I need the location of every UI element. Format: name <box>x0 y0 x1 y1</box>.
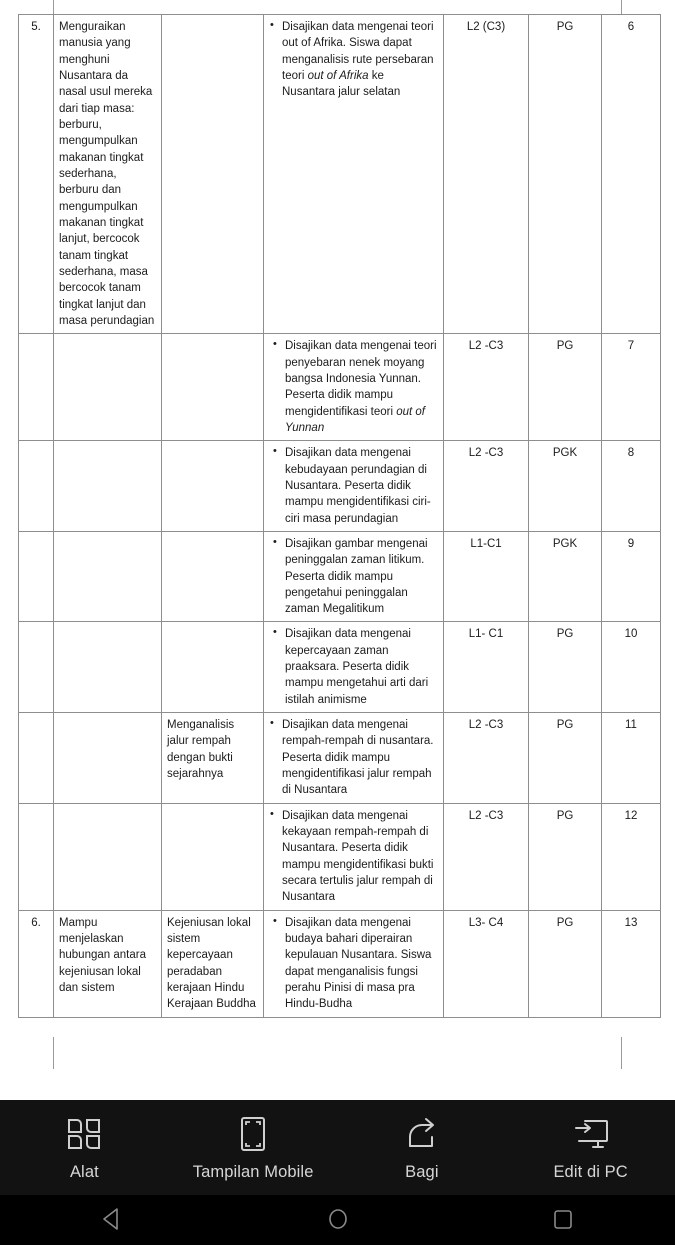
toolbar-label-tampilan-mobile: Tampilan Mobile <box>192 1162 314 1181</box>
cell-kompetensi <box>54 531 162 622</box>
cell-level: L1-C1 <box>444 531 529 622</box>
bottom-toolbar <box>0 1100 675 1195</box>
nav-recents-button[interactable] <box>523 1195 603 1245</box>
indikator-text-pre: Disajikan data mengenai budaya bahari diperairan kepulauan Nusantara. Siswa dapat menganalisis fungsi perahu Pinisi di masa pra Hindu-Budha <box>285 916 432 1011</box>
cell-bentuk-soal: PG <box>529 622 602 713</box>
cell-bentuk-soal: PG <box>529 334 602 441</box>
indikator-list <box>269 808 438 906</box>
table-row <box>19 803 661 910</box>
cell-nomor-soal: 6 <box>602 15 661 334</box>
indikator-list <box>269 717 438 799</box>
table-row <box>19 713 661 804</box>
list-item <box>269 717 438 799</box>
toolbar-item-bagi[interactable] <box>338 1100 507 1195</box>
indikator-text-pre: Disajikan data mengenai teori penyebaran nenek moyang bangsa Indonesia Yunnan. Peserta didik mampu mengidentifikasi teori <box>285 340 437 418</box>
share-icon <box>402 1114 442 1154</box>
nav-home-button[interactable] <box>298 1195 378 1245</box>
margin-guide-top-right <box>621 0 622 14</box>
cell-no: 6. <box>19 910 54 1017</box>
cell-nomor-soal: 13 <box>602 910 661 1017</box>
cell-level: L3- C4 <box>444 910 529 1017</box>
toolbar-item-edit-di-pc[interactable] <box>506 1100 675 1195</box>
home-circle-icon <box>323 1203 353 1238</box>
back-triangle-icon <box>98 1203 128 1238</box>
cell-materi: Kejeniusan lokal sistem kepercayaan peradaban kerajaan Hindu Kerajaan Buddha <box>162 910 264 1017</box>
table-row <box>19 15 661 334</box>
edit-on-pc-icon <box>571 1114 611 1154</box>
toolbar-label-alat: Alat <box>69 1162 99 1181</box>
list-item <box>269 338 438 436</box>
cell-nomor-soal: 7 <box>602 334 661 441</box>
cell-nomor-soal: 11 <box>602 713 661 804</box>
cell-bentuk-soal: PGK <box>529 531 602 622</box>
cell-bentuk-soal: PG <box>529 713 602 804</box>
margin-guide-bottom-left <box>53 1037 54 1069</box>
cell-no <box>19 622 54 713</box>
cell-indikator <box>264 334 444 441</box>
cell-level: L2 -C3 <box>444 713 529 804</box>
list-item <box>269 445 438 527</box>
cell-kompetensi: Mampu menjelaskan hubungan antara kejeniusan lokal dan sistem <box>54 910 162 1017</box>
cell-nomor-soal: 9 <box>602 531 661 622</box>
cell-indikator <box>264 622 444 713</box>
nav-back-button[interactable] <box>73 1195 153 1245</box>
list-item <box>269 915 438 1013</box>
indikator-text-pre: Disajikan data mengenai kepercayaan zaman praaksara. Peserta didik mampu mengetahui arti dari istilah animisme <box>285 628 429 706</box>
cell-no <box>19 531 54 622</box>
table-row <box>19 910 661 1017</box>
cell-indikator <box>264 910 444 1017</box>
table-body <box>19 15 661 1018</box>
cell-materi <box>162 622 264 713</box>
recents-square-icon <box>548 1203 578 1238</box>
cell-kompetensi <box>54 803 162 910</box>
cell-nomor-soal: 12 <box>602 803 661 910</box>
android-navigation-bar <box>0 1195 675 1245</box>
cell-bentuk-soal: PG <box>529 803 602 910</box>
cell-no: 5. <box>19 15 54 334</box>
cell-kompetensi <box>54 713 162 804</box>
table-row <box>19 531 661 622</box>
cell-nomor-soal: 10 <box>602 622 661 713</box>
list-item <box>269 19 438 101</box>
toolbar-item-alat[interactable] <box>0 1100 169 1195</box>
kisi-kisi-table <box>18 14 661 1018</box>
toolbar-label-edit-di-pc: Edit di PC <box>553 1162 628 1181</box>
indikator-text-post: ke Nusantara jalur selatan <box>282 69 401 99</box>
indikator-text-pre: Disajikan data mengenai kekayaan rempah-rempah di Nusantara. Peserta didik mampu mengidentifikasi bukti secara tertulis jalur rempah di Nusantara <box>282 809 434 904</box>
indikator-text-italic: out of Yunnan <box>285 405 426 434</box>
cell-materi: Menganalisis jalur rempah dengan bukti sejarahnya <box>162 713 264 804</box>
table-row <box>19 441 661 532</box>
cell-level: L1- C1 <box>444 622 529 713</box>
cell-no <box>19 441 54 532</box>
list-item <box>269 626 438 708</box>
cell-indikator <box>264 441 444 532</box>
cell-kompetensi <box>54 441 162 532</box>
indikator-list <box>269 445 438 527</box>
cell-level: L2 -C3 <box>444 441 529 532</box>
margin-guide-top-left <box>53 0 54 14</box>
list-item <box>269 536 438 618</box>
cell-no <box>19 334 54 441</box>
table-row <box>19 622 661 713</box>
cell-kompetensi: Menguraikan manusia yang menghuni Nusantara da nasal usul mereka dari tiap masa: berburu, mengumpulkan makanan tingkat sederhana, berburu dan mengumpulkan makanan tingkat lanjut, bercocok tanam tingkat sederhana, masa bercocok tanam tingkat lanjut dan masa perundagian <box>54 15 162 334</box>
cell-indikator <box>264 15 444 334</box>
cell-level: L2 (C3) <box>444 15 529 334</box>
cell-indikator <box>264 803 444 910</box>
indikator-text-italic: out of Afrika <box>307 69 369 82</box>
cell-kompetensi <box>54 334 162 441</box>
indikator-text-pre: Disajikan data mengenai kebudayaan perundagian di Nusantara. Peserta didik mampu mengidentifikasi ciri-ciri masa perundagian <box>285 447 431 525</box>
cell-materi <box>162 15 264 334</box>
cell-bentuk-soal: PG <box>529 910 602 1017</box>
indikator-list <box>269 19 438 101</box>
indikator-text-pre: Disajikan gambar mengenai peninggalan zaman litikum. Peserta didik mampu pengetahui peninggalan zaman Megalitikum <box>285 537 428 616</box>
cell-materi <box>162 803 264 910</box>
cell-level: L2 -C3 <box>444 334 529 441</box>
cell-no <box>19 803 54 910</box>
indikator-list <box>269 338 438 436</box>
cell-nomor-soal: 8 <box>602 441 661 532</box>
indikator-text-pre: Disajikan data mengenai teori out of Afrika. Siswa dapat menganalisis rute persebaran teori <box>282 21 434 82</box>
apps-grid-icon <box>64 1114 104 1154</box>
cell-bentuk-soal: PGK <box>529 441 602 532</box>
table-row <box>19 334 661 441</box>
list-item <box>269 808 438 906</box>
cell-indikator <box>264 713 444 804</box>
cell-materi <box>162 334 264 441</box>
cell-materi <box>162 531 264 622</box>
indikator-list <box>269 536 438 618</box>
toolbar-item-tampilan-mobile[interactable] <box>169 1100 338 1195</box>
margin-guide-bottom-right <box>621 1037 622 1069</box>
cell-kompetensi <box>54 622 162 713</box>
cell-materi <box>162 441 264 532</box>
cell-indikator <box>264 531 444 622</box>
indikator-list <box>269 626 438 708</box>
indikator-text-pre: Disajikan data mengenai rempah-rempah di nusantara. Peserta didik mampu mengidentifikasi jalur rempah di Nusantara <box>282 719 434 797</box>
cell-bentuk-soal: PG <box>529 15 602 334</box>
cell-no <box>19 713 54 804</box>
toolbar-label-bagi: Bagi <box>405 1162 439 1181</box>
indikator-list <box>269 915 438 1013</box>
cell-level: L2 -C3 <box>444 803 529 910</box>
mobile-view-icon <box>233 1114 273 1154</box>
